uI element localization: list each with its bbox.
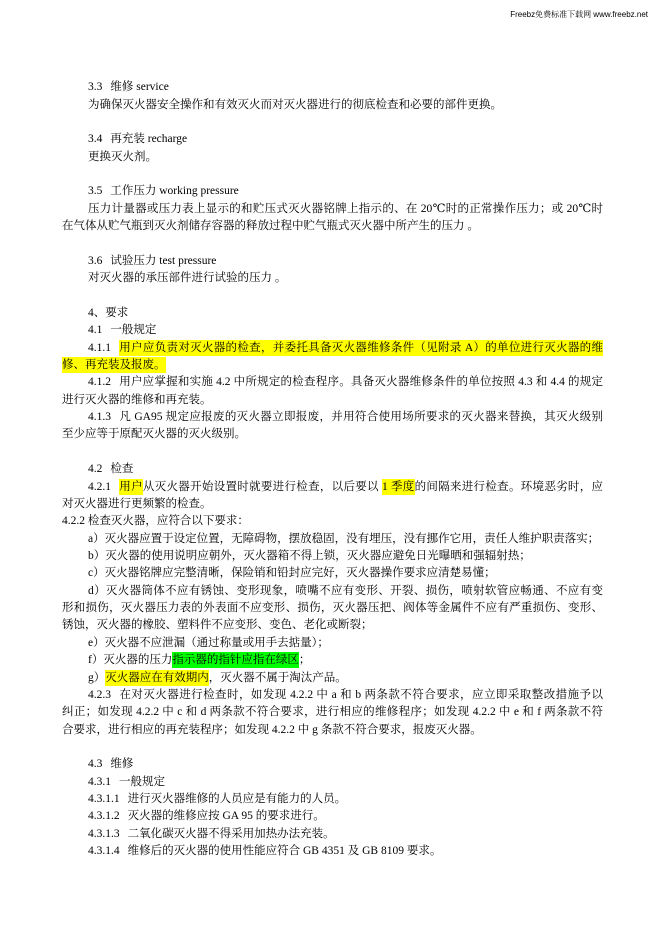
- clause-number: 4.3: [88, 758, 103, 771]
- clause-number: 4.1.1: [88, 341, 111, 354]
- clause-4-3-heading: [62, 756, 603, 773]
- clause-number: 3.4: [88, 133, 103, 146]
- clause-number: 3.5: [88, 185, 103, 198]
- clause-4-2-3-line: 合要求，进行相应的再充装程序；如发现 4.2.2 中 g 条款不符合要求，报废灭火器。: [62, 723, 482, 736]
- clause-4-2-1-line: 对灭火器进行更频繁的检查。: [62, 497, 212, 510]
- clause-english-term: recharge: [147, 133, 188, 146]
- clause-3-5-heading: [62, 183, 603, 200]
- clause-3-3-heading: [62, 79, 603, 96]
- clause-4-1-1-line: [62, 357, 603, 374]
- highlighted-text: 指示器的指针应指在绿区: [172, 654, 299, 667]
- list-item-text: f）灭火器的压力: [88, 654, 173, 667]
- clause-4-2-2-intro: 4.2.2 检查灭火器，应符合以下要求：: [62, 515, 249, 528]
- highlighted-text: 修、再充装及报废。: [62, 359, 166, 372]
- clause-4-3-1-2: [62, 808, 603, 825]
- clause-english-term: test pressure: [159, 254, 217, 267]
- clause-text: 灭火器的维修应按 GA 95 的要求进行。: [127, 810, 325, 823]
- list-item-d-line: d）灭火器筒体不应有锈蚀、变形现象，喷嘴不应有变形、开裂、损伤，喷射软管应畅通、不应有变: [88, 584, 603, 597]
- list-item-d-line: 锈蚀，灭火器的橡胶、塑料件不应变形、变色、老化或断裂；: [62, 619, 373, 632]
- clause-4-1-2-line: 进行灭火器的维修和再充装。: [62, 393, 212, 406]
- clause-text: 进行灭火器维修的人员应是有能力的人员。: [127, 793, 347, 806]
- highlighted-text: 1 季度: [382, 480, 415, 493]
- clause-english-term: working pressure: [159, 185, 239, 198]
- clause-4-2-1-line: [62, 479, 603, 496]
- clause-title: 一般规定: [110, 324, 157, 337]
- clause-number: 4.3.1.1: [88, 793, 120, 806]
- list-item-f: [62, 652, 603, 669]
- paragraph-spacer: [62, 166, 603, 183]
- clause-text: 维修后的灭火器的使用性能应符合 GB 4351 及 GB 8109 要求。: [127, 845, 442, 858]
- paragraph-spacer: [62, 114, 603, 131]
- list-item-e: e）灭火器不应泄漏（通过称量或用手去掂量）；: [88, 636, 329, 649]
- clause-text: 凡 GA95 规定应报废的灭火器立即报废，并用符合使用场所要求的灭火器来替换，其灭火级别: [119, 411, 603, 424]
- clause-title: 再充装: [110, 133, 145, 146]
- clause-4-2-3-line: 纠正；如发现 4.2.2 中 c 和 d 两条款不符合要求，进行相应的维修程序；如发现 4.2.2 中 e 和 f 两条款不符: [62, 706, 603, 719]
- highlighted-text: 灭火器应在有效期内: [105, 671, 209, 684]
- clause-number: 4.1.3: [88, 411, 111, 424]
- clause-text: 在对灭火器进行检查时，如发现 4.2.2 中 a 和 b 两条款不符合要求，应立即采取整改措施予以: [119, 688, 603, 701]
- clause-number: 3.3: [88, 81, 103, 94]
- chapter-4-heading: 4、要求: [88, 306, 129, 319]
- clause-4-1-3-line: [62, 409, 603, 426]
- clause-number: 3.6: [88, 254, 103, 267]
- clause-title: 一般规定: [119, 775, 165, 788]
- standard-text-body: [62, 79, 603, 860]
- clause-number: 4.3.1: [88, 775, 111, 788]
- clause-3-4-definition: 更换灭火剂。: [88, 150, 157, 163]
- clause-4-3-1-3: [62, 826, 603, 843]
- paragraph-spacer: [62, 444, 603, 461]
- list-item-b: b）灭火器的使用说明应朝外，灭火器箱不得上锁，灭火器应避免日光曝晒和强辐射热；: [88, 550, 531, 562]
- clause-english-term: service: [136, 81, 169, 94]
- clause-4-1-1-line: [62, 340, 603, 357]
- paragraph-spacer: [62, 739, 603, 756]
- clause-3-5-definition-line: 在气体从贮气瓶到灭火剂储存容器的释放过程中贮气瓶式灭火器中所产生的压力 。: [62, 220, 479, 233]
- clause-4-3-1-4: [62, 843, 603, 860]
- clause-text: 二氧化碳灭火器不得采用加热办法充装。: [127, 827, 335, 840]
- clause-text: 的间隔来进行检查。环境恶劣时，应: [414, 480, 604, 493]
- clause-title: 维修: [110, 81, 134, 94]
- clause-4-2-heading: [62, 461, 603, 478]
- clause-4-2-3-line: [62, 687, 603, 704]
- clause-number: 4.3.1.4: [88, 845, 120, 858]
- clause-number: 4.2.1: [88, 480, 111, 493]
- list-item-d-line: 形和损伤，灭火器压力表的外表面不应变形、损伤，灭火器压把、阀体等金属件不应有严重损伤、变形、: [62, 602, 603, 615]
- clause-4-1-3-line: 至少应等于原配灭火器的灭火级别。: [62, 428, 246, 441]
- clause-4-1-2-line: [62, 374, 603, 391]
- clause-number: 4.2: [88, 463, 103, 476]
- list-item-a: a）灭火器应置于设定位置，无障碍物，摆放稳固，没有埋压，没有挪作它用，责任人维护职责落实；: [88, 532, 600, 545]
- clause-text: 从灭火器开始设置时就要进行检查，以后要以: [142, 480, 383, 493]
- clause-3-4-heading: [62, 131, 603, 148]
- clause-3-3-definition: 为确保灭火器安全操作和有效灭火而对灭火器进行的彻底检查和必要的部件更换。: [88, 98, 502, 111]
- highlighted-text: 用户应负责对灭火器的检查，并委托具备灭火器维修条件（见附录 A）的单位进行灭火器的维: [119, 341, 603, 354]
- clause-title: 试验压力: [110, 254, 157, 267]
- list-item-text: g）: [88, 671, 106, 684]
- clause-number: 4.1.2: [88, 376, 111, 389]
- clause-3-5-definition-line: 压力计量器或压力表上显示的和贮压式灭火器铭牌上指示的、在 20℃时的正常操作压力；或 20℃时: [88, 202, 603, 215]
- list-item-c: c）灭火器铭牌应完整清晰，保险销和铅封应完好，灭火器操作要求应清楚易懂；: [88, 567, 496, 580]
- paragraph-spacer: [62, 236, 603, 253]
- clause-text: 用户应掌握和实施 4.2 中所规定的检查程序。具备灭火器维修条件的单位按照 4.3 和 4.4 的规定: [119, 376, 603, 389]
- highlighted-text: 用户: [119, 480, 143, 493]
- clause-4-3-1-1: [62, 791, 603, 808]
- clause-number: 4.2.3: [88, 688, 111, 701]
- clause-number: 4.3.1.3: [88, 827, 120, 840]
- list-item-g: [62, 670, 603, 687]
- clause-3-6-heading: [62, 253, 603, 270]
- clause-4-1-heading: [62, 322, 603, 339]
- site-watermark-header: Freebz免费标准下载网 www.freebz.net: [510, 10, 648, 19]
- clause-title: 工作压力: [110, 185, 157, 198]
- clause-title: 检查: [110, 463, 134, 476]
- list-item-text: ；: [298, 654, 311, 667]
- clause-number: 4.3.1.2: [88, 810, 120, 823]
- paragraph-spacer: [62, 288, 603, 305]
- clause-4-3-1-heading: [62, 774, 603, 791]
- clause-number: 4.1: [88, 324, 103, 337]
- clause-title: 维修: [110, 758, 134, 771]
- clause-3-6-definition: 对灭火器的承压部件进行试验的压力 。: [88, 272, 287, 285]
- list-item-text: ，灭火器不属于淘汰产品。: [208, 671, 347, 684]
